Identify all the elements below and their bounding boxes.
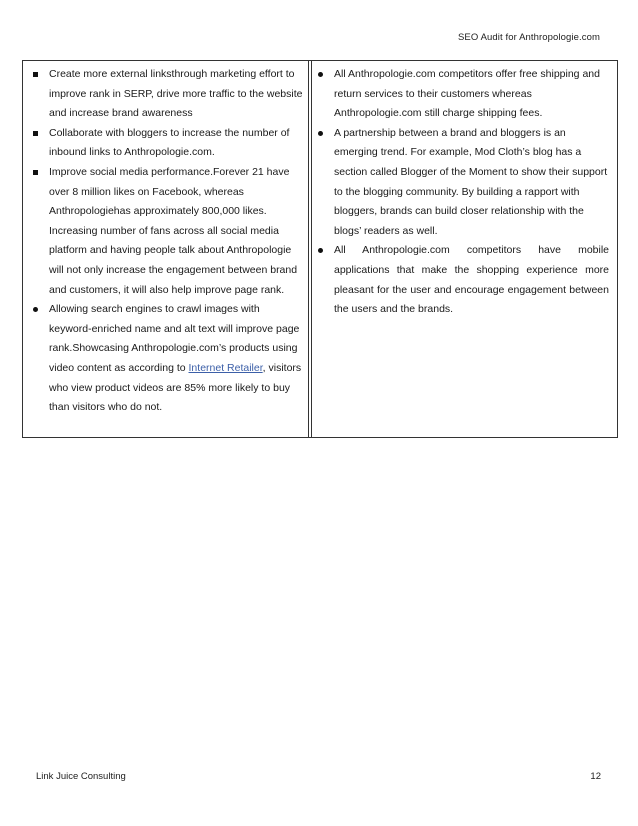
list-item-text: Collaborate with bloggers to increase the number of inbound links to Anthropologie.com. (49, 126, 290, 159)
recommendations-table (22, 60, 618, 438)
list-item-text: Allowing search engines to crawl images with keyword-enriched name and alt text will improve page rank.Showcasing Anthropologie.com’s products using video content as according to (49, 303, 300, 374)
footer-company-name: Link Juice Consulting (36, 771, 126, 782)
list-item (23, 163, 311, 300)
round-bullet-icon (318, 72, 323, 77)
list-item-text: Create more external linksthrough marketing effort to improve rank in SERP, drive more traffic to the website and increase brand awareness (49, 68, 303, 120)
list-item (23, 124, 311, 163)
square-bullet-icon (33, 131, 38, 136)
list-item-text: All Anthropologie.com competitors offer free shipping and return services to their customers whereas Anthropologie.com still charge shipping fees. (334, 68, 600, 120)
rationale-column (312, 61, 617, 437)
list-item-text: Improve social media performance.Forever 21 have over 8 million likes on Facebook, whereas Anthropologiehas approximately 800,000 likes. Increasing number of fans across all social media platform and having people talk about Anthropologie will not only increase the engagement between brand and customers, it will also help improve page rank. (49, 165, 298, 296)
list-item (312, 241, 617, 319)
round-bullet-icon (318, 131, 323, 136)
list-item-text: , visitors who view product videos are 85% more likely to buy than visitors who do not. (49, 361, 302, 414)
round-bullet-icon (318, 248, 323, 253)
round-bullet-icon (33, 307, 38, 312)
page-header-title: SEO Audit for Anthropologie.com (458, 32, 600, 43)
list-item (23, 300, 311, 418)
internet-retailer-link[interactable]: Internet Retailer (188, 361, 263, 374)
recommendations-column (23, 61, 312, 437)
list-item (23, 65, 311, 124)
list-item-text: All Anthropologie.com competitors have mobile applications that make the shopping experience more pleasant for the user and encourage engagement between the users and the brands. (334, 244, 609, 316)
square-bullet-icon (33, 170, 38, 175)
list-item (312, 124, 617, 242)
page-number: 12 (590, 771, 601, 782)
rationale-list (312, 61, 617, 320)
list-item-text: A partnership between a brand and bloggers is an emerging trend. For example, Mod Cloth’s blog has a section called Blogger of the Moment to show their support to the blogging community. By building a rapport with bloggers, brands can build closer relationship with the blogs’ readers as well. (334, 126, 608, 237)
recommendations-list (23, 61, 311, 418)
square-bullet-icon (33, 72, 38, 77)
list-item (312, 65, 617, 124)
